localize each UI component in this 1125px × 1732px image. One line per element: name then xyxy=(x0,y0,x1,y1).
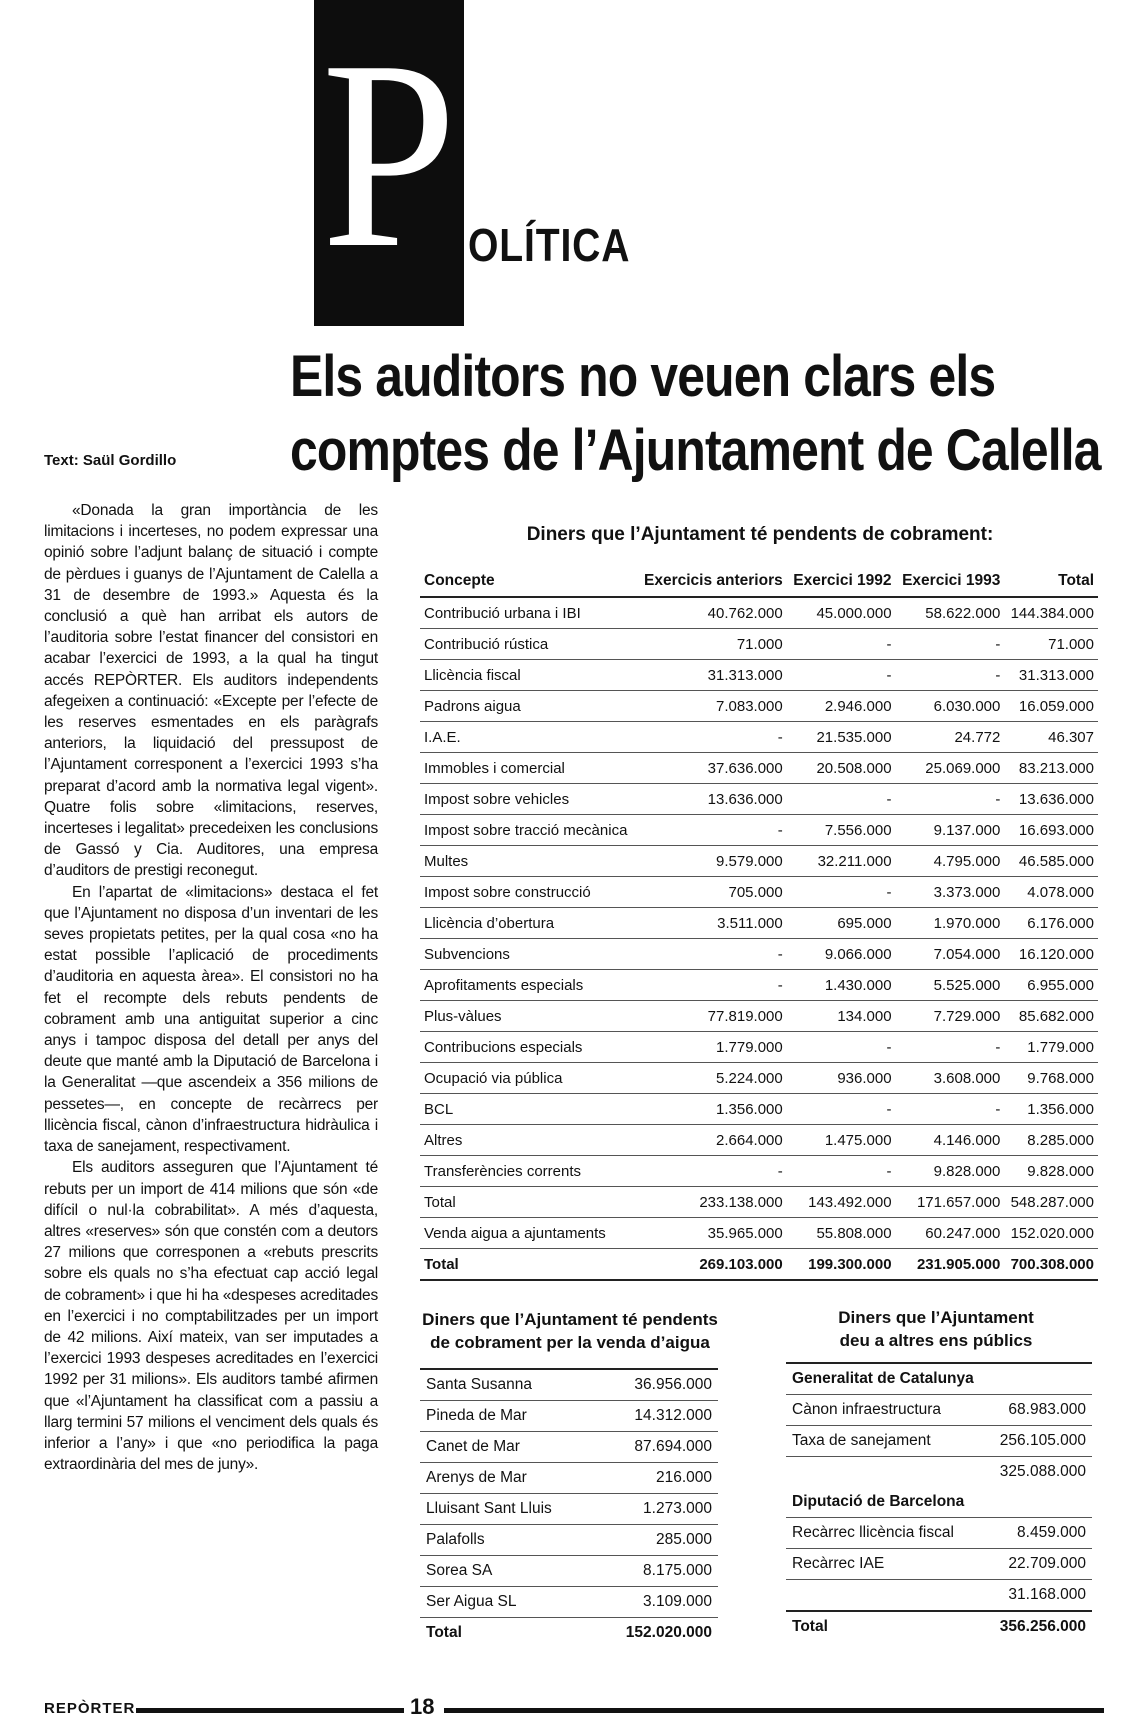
table-cell: Ocupació via pública xyxy=(420,1063,636,1094)
table-row xyxy=(420,629,1098,660)
total-row xyxy=(786,1611,1092,1642)
table-cell: 7.556.000 xyxy=(787,815,896,846)
article-paragraph: En l’apartat de «limitacions» destaca el fet que l’Ajuntament no disposa d’un inventari de les seves propietats petites, per la qual cosa «no ha estat possible l’aplicació de procediments d’auditoria en aquesta àrea». El consistori no ha fet el recompte dels rebuts pendents de cobrament amb una antiguitat superior a cinc anys i tampoc disposa del detall per anys del deute que manté amb la Diputació de Barcelona i la Generalitat —que ascendeix a 356 milions de pessetes—, en concepte de recàrrecs per llicència fiscal, cànon d’infraestructura hidràulica i taxa de sanejament, respectivament. xyxy=(44,883,378,1156)
table-cell: 25.069.000 xyxy=(896,753,1005,784)
table-cell: 1.779.000 xyxy=(636,1032,786,1063)
table-row xyxy=(420,691,1098,722)
concept: Taxa de sanejament xyxy=(786,1426,982,1457)
table-cell: - xyxy=(896,629,1005,660)
table-cell: - xyxy=(787,629,896,660)
group-name: Diputació de Barcelona xyxy=(786,1487,1092,1518)
table-cell: 548.287.000 xyxy=(1004,1187,1098,1218)
table-cell: 77.819.000 xyxy=(636,1001,786,1032)
table-cell: Transferències corrents xyxy=(420,1156,636,1187)
table-cell: 46.307 xyxy=(1004,722,1098,753)
table-cell: - xyxy=(636,1156,786,1187)
table-cell: 60.247.000 xyxy=(896,1218,1005,1249)
table-row xyxy=(420,1125,1098,1156)
table-cell: Altres xyxy=(420,1125,636,1156)
table-cell: 21.535.000 xyxy=(787,722,896,753)
amount: 87.694.000 xyxy=(594,1432,718,1463)
group-header-row xyxy=(786,1363,1092,1395)
table-cell: 16.120.000 xyxy=(1004,939,1098,970)
column-header: Total xyxy=(1004,566,1098,597)
table-cell: 16.693.000 xyxy=(1004,815,1098,846)
table-cell: - xyxy=(636,939,786,970)
amount: 3.109.000 xyxy=(594,1587,718,1618)
city-name: Canet de Mar xyxy=(420,1432,594,1463)
table-cell: - xyxy=(787,877,896,908)
table-cell: I.A.E. xyxy=(420,722,636,753)
table-cell: Contribució rústica xyxy=(420,629,636,660)
table-cell: 233.138.000 xyxy=(636,1187,786,1218)
table-row xyxy=(420,1587,718,1618)
table-cell: 9.579.000 xyxy=(636,846,786,877)
table-cell: 1.356.000 xyxy=(1004,1094,1098,1125)
subtotal: 325.088.000 xyxy=(999,1463,1086,1480)
table-row xyxy=(420,753,1098,784)
concept: Cànon infraestructura xyxy=(786,1395,982,1426)
table-cell: 705.000 xyxy=(636,877,786,908)
amount: 8.175.000 xyxy=(594,1556,718,1587)
table-cell: 3.608.000 xyxy=(896,1063,1005,1094)
total-row xyxy=(420,1618,718,1649)
table-row xyxy=(420,1432,718,1463)
amount: 8.459.000 xyxy=(982,1518,1092,1549)
headline-line-2: comptes de l’Ajuntament de Calella xyxy=(290,418,1101,483)
table-cell: 3.511.000 xyxy=(636,908,786,939)
table-cell: 5.525.000 xyxy=(896,970,1005,1001)
total-label: Total xyxy=(786,1611,982,1642)
table-cell: 700.308.000 xyxy=(1004,1249,1098,1281)
table-cell: - xyxy=(636,722,786,753)
table-cell: 134.000 xyxy=(787,1001,896,1032)
table-cell: 71.000 xyxy=(636,629,786,660)
table-cell: 8.285.000 xyxy=(1004,1125,1098,1156)
table-cell: 20.508.000 xyxy=(787,753,896,784)
table-row xyxy=(786,1518,1092,1549)
table-cell: Contribucions especials xyxy=(420,1032,636,1063)
table-cell: 143.492.000 xyxy=(787,1187,896,1218)
article-body xyxy=(44,500,378,1475)
table-cell: 85.682.000 xyxy=(1004,1001,1098,1032)
table-cell: 35.965.000 xyxy=(636,1218,786,1249)
table-cell: 695.000 xyxy=(787,908,896,939)
table-cell: 2.664.000 xyxy=(636,1125,786,1156)
table-cell: Llicència d’obertura xyxy=(420,908,636,939)
table-cell: 83.213.000 xyxy=(1004,753,1098,784)
table-cell: Llicència fiscal xyxy=(420,660,636,691)
table-cell: 71.000 xyxy=(1004,629,1098,660)
page-number: 18 xyxy=(410,1694,435,1719)
table-cell: Impost sobre vehicles xyxy=(420,784,636,815)
city-name: Pineda de Mar xyxy=(420,1401,594,1432)
table-cell: 55.808.000 xyxy=(787,1218,896,1249)
table-cell: - xyxy=(636,815,786,846)
amount: 22.709.000 xyxy=(982,1549,1092,1580)
table-cell: Plus-vàlues xyxy=(420,1001,636,1032)
table-row xyxy=(420,722,1098,753)
table-row xyxy=(420,1556,718,1587)
table-row xyxy=(420,939,1098,970)
city-name: Sorea SA xyxy=(420,1556,594,1587)
table-row xyxy=(420,1494,718,1525)
table-cell: 9.828.000 xyxy=(1004,1156,1098,1187)
table-row xyxy=(420,846,1098,877)
table-cell: 5.224.000 xyxy=(636,1063,786,1094)
table-cell: 1.970.000 xyxy=(896,908,1005,939)
page-footer xyxy=(44,1694,1104,1722)
table-cell: 9.137.000 xyxy=(896,815,1005,846)
article-paragraph: «Donada la gran importància de les limitacions i incerteses, no podem expressar una opinió sobre l’adjunt balanç de situació i compte de pèrdues i guanys de l’Ajuntament de Calella a 31 de desembre de 1993.» Aquesta és la conclusió a què han arribat els autors de l’auditoria sobre l’estat financer del consistori en acabar l’exercici de 1993, a la qual ha tingut accés REPÒRTER. Els auditors independents afegeixen a continuació: «Excepte per l’efecte de les reserves esmentades en els paràgrafs anteriors, la liquidació del pressupost de l’Ajuntament corresponent a l’exercici 1993 s’ha preparat d’acord amb la normativa legal vigent». Quatre folis sobre «limitacions, reserves, incerteses i legalitat» precedeixen les conclusions de Gassó y Cia. Auditores, una empresa d’auditors de prestigi reconegut. xyxy=(44,502,378,880)
table-cell: 31.313.000 xyxy=(1004,660,1098,691)
table-cell: Multes xyxy=(420,846,636,877)
receivables-table xyxy=(420,566,1098,1281)
water-table-title xyxy=(420,1308,720,1354)
column-header: Exercici 1992 xyxy=(787,566,896,597)
table-cell: 1.779.000 xyxy=(1004,1032,1098,1063)
table-cell: Padrons aigua xyxy=(420,691,636,722)
amount: 216.000 xyxy=(594,1463,718,1494)
table-row xyxy=(420,1218,1098,1249)
debt-table-title-line: deu a altres ens públics xyxy=(839,1331,1033,1350)
table-cell: 144.384.000 xyxy=(1004,597,1098,629)
table-row xyxy=(420,1369,718,1401)
water-table-title-line: de cobrament per la venda d’aigua xyxy=(430,1333,710,1352)
table-row xyxy=(786,1395,1092,1426)
table-cell: - xyxy=(896,1094,1005,1125)
table-row xyxy=(420,970,1098,1001)
empty-cell xyxy=(786,1580,982,1612)
total-row xyxy=(420,1249,1098,1281)
table-cell: Contribució urbana i IBI xyxy=(420,597,636,629)
table-row xyxy=(420,1187,1098,1218)
table-cell: 4.078.000 xyxy=(1004,877,1098,908)
city-name: Lluisant Sant Lluis xyxy=(420,1494,594,1525)
table-cell: 9.768.000 xyxy=(1004,1063,1098,1094)
subtotal: 31.168.000 xyxy=(1008,1586,1086,1603)
table-cell: Impost sobre construcció xyxy=(420,877,636,908)
debt-table-title xyxy=(786,1306,1086,1352)
table-cell: Impost sobre tracció mecànica xyxy=(420,815,636,846)
table-cell: 1.430.000 xyxy=(787,970,896,1001)
table-row xyxy=(420,1094,1098,1125)
table-cell: BCL xyxy=(420,1094,636,1125)
main-table-title: Diners que l’Ajuntament té pendents de cobrament: xyxy=(526,524,994,545)
table-cell: Total xyxy=(420,1249,636,1281)
column-header: Exercicis anteriors xyxy=(636,566,786,597)
headline xyxy=(290,340,1101,488)
amount: 14.312.000 xyxy=(594,1401,718,1432)
amount: 256.105.000 xyxy=(982,1426,1092,1457)
water-sales-table xyxy=(420,1368,718,1648)
magazine-name: REPÒRTER xyxy=(44,1700,136,1717)
table-cell: 7.083.000 xyxy=(636,691,786,722)
table-cell: Total xyxy=(420,1187,636,1218)
table-cell: 24.772 xyxy=(896,722,1005,753)
group-name: Generalitat de Catalunya xyxy=(786,1363,1092,1395)
table-cell: 7.054.000 xyxy=(896,939,1005,970)
table-cell: 58.622.000 xyxy=(896,597,1005,629)
public-debt-table xyxy=(786,1362,1092,1642)
table-cell: Subvencions xyxy=(420,939,636,970)
table-cell: 231.905.000 xyxy=(896,1249,1005,1281)
table-cell: 4.795.000 xyxy=(896,846,1005,877)
footer-rule xyxy=(444,1708,1104,1713)
total-label: Total xyxy=(426,1624,462,1641)
water-table-title-line: Diners que l’Ajuntament té pendents xyxy=(422,1310,718,1329)
byline: Text: Saül Gordillo xyxy=(44,452,177,469)
table-cell: - xyxy=(787,660,896,691)
table-row xyxy=(420,784,1098,815)
table-cell: 2.946.000 xyxy=(787,691,896,722)
footer-rule xyxy=(136,1708,404,1713)
table-row xyxy=(420,1463,718,1494)
table-cell: - xyxy=(896,784,1005,815)
table-header-row xyxy=(420,566,1098,597)
empty-cell xyxy=(786,1457,982,1488)
table-cell: 37.636.000 xyxy=(636,753,786,784)
table-cell: - xyxy=(787,784,896,815)
headline-line-1: Els auditors no veuen clars els xyxy=(290,344,996,409)
city-name: Ser Aigua SL xyxy=(420,1587,594,1618)
table-cell: 46.585.000 xyxy=(1004,846,1098,877)
table-cell: - xyxy=(787,1156,896,1187)
table-cell: - xyxy=(787,1094,896,1125)
concept: Recàrrec llicència fiscal xyxy=(786,1518,982,1549)
table-cell: 152.020.000 xyxy=(1004,1218,1098,1249)
subtotal-row xyxy=(786,1457,1092,1488)
table-cell: - xyxy=(896,660,1005,691)
table-cell: 1.356.000 xyxy=(636,1094,786,1125)
table-cell: 269.103.000 xyxy=(636,1249,786,1281)
table-cell: 45.000.000 xyxy=(787,597,896,629)
table-row xyxy=(420,660,1098,691)
table-row xyxy=(786,1426,1092,1457)
total-amount: 356.256.000 xyxy=(982,1611,1092,1642)
subtotal-row xyxy=(786,1580,1092,1612)
table-row xyxy=(420,908,1098,939)
table-cell: 199.300.000 xyxy=(787,1249,896,1281)
table-cell: - xyxy=(636,970,786,1001)
table-cell: Venda aigua a ajuntaments xyxy=(420,1218,636,1249)
city-name: Arenys de Mar xyxy=(420,1463,594,1494)
table-cell: - xyxy=(896,1032,1005,1063)
table-row xyxy=(420,1001,1098,1032)
table-row xyxy=(420,1156,1098,1187)
amount: 36.956.000 xyxy=(594,1369,718,1401)
section-title: OLÍTICA xyxy=(468,219,631,271)
amount: 285.000 xyxy=(594,1525,718,1556)
table-cell: 1.475.000 xyxy=(787,1125,896,1156)
table-cell: 6.176.000 xyxy=(1004,908,1098,939)
table-row xyxy=(420,597,1098,629)
table-cell: 16.059.000 xyxy=(1004,691,1098,722)
table-row xyxy=(420,1032,1098,1063)
city-name: Santa Susanna xyxy=(420,1369,594,1401)
article-paragraph: Els auditors asseguren que l’Ajuntament té rebuts per un import de 414 milions que són «de difícil o nul·la cobrabilitat». A més d’aquesta, altres «reserves» són que constén com a deutors 27 milions que corresponen a «rebuts prescrits sobre els quals no s’ha efectuat cap acció legal de cobrament» i que hi ha «despeses acreditades en l’exercici i no comptabilitzades per un import de 42 milions. Així mateix, van ser imputades a l’exercici 1993 despeses acreditades en l’exercici 1992 per 31 milions». Els auditors també afirmen que «l’Ajuntament ha classificat com a passiu a llarg termini 57 milions el venciment dels quals és inferior a l’any» i que «no periodifica la paga extraordinària del mes de juny». xyxy=(44,1159,378,1474)
table-row xyxy=(420,1401,718,1432)
amount: 68.983.000 xyxy=(982,1395,1092,1426)
table-row xyxy=(420,815,1098,846)
table-cell: 171.657.000 xyxy=(896,1187,1005,1218)
table-row xyxy=(420,877,1098,908)
section-initial-letter: P xyxy=(321,5,457,304)
table-cell: Immobles i comercial xyxy=(420,753,636,784)
table-cell: 9.066.000 xyxy=(787,939,896,970)
column-header: Exercici 1993 xyxy=(896,566,1005,597)
table-cell: 13.636.000 xyxy=(1004,784,1098,815)
table-cell: 6.030.000 xyxy=(896,691,1005,722)
table-cell: 13.636.000 xyxy=(636,784,786,815)
column-header: Concepte xyxy=(420,566,636,597)
total-amount: 152.020.000 xyxy=(625,1624,712,1641)
debt-table-title-line: Diners que l’Ajuntament xyxy=(838,1308,1034,1327)
table-cell: 31.313.000 xyxy=(636,660,786,691)
table-cell: 9.828.000 xyxy=(896,1156,1005,1187)
table-cell: 32.211.000 xyxy=(787,846,896,877)
amount: 1.273.000 xyxy=(594,1494,718,1525)
table-cell: 3.373.000 xyxy=(896,877,1005,908)
table-cell: 4.146.000 xyxy=(896,1125,1005,1156)
table-cell: Aprofitaments especials xyxy=(420,970,636,1001)
group-header-row xyxy=(786,1487,1092,1518)
table-row xyxy=(420,1063,1098,1094)
table-cell: - xyxy=(787,1032,896,1063)
table-cell: 6.955.000 xyxy=(1004,970,1098,1001)
concept: Recàrrec IAE xyxy=(786,1549,982,1580)
table-cell: 7.729.000 xyxy=(896,1001,1005,1032)
table-cell: 936.000 xyxy=(787,1063,896,1094)
city-name: Palafolls xyxy=(420,1525,594,1556)
table-row xyxy=(420,1525,718,1556)
table-row xyxy=(786,1549,1092,1580)
table-cell: 40.762.000 xyxy=(636,597,786,629)
